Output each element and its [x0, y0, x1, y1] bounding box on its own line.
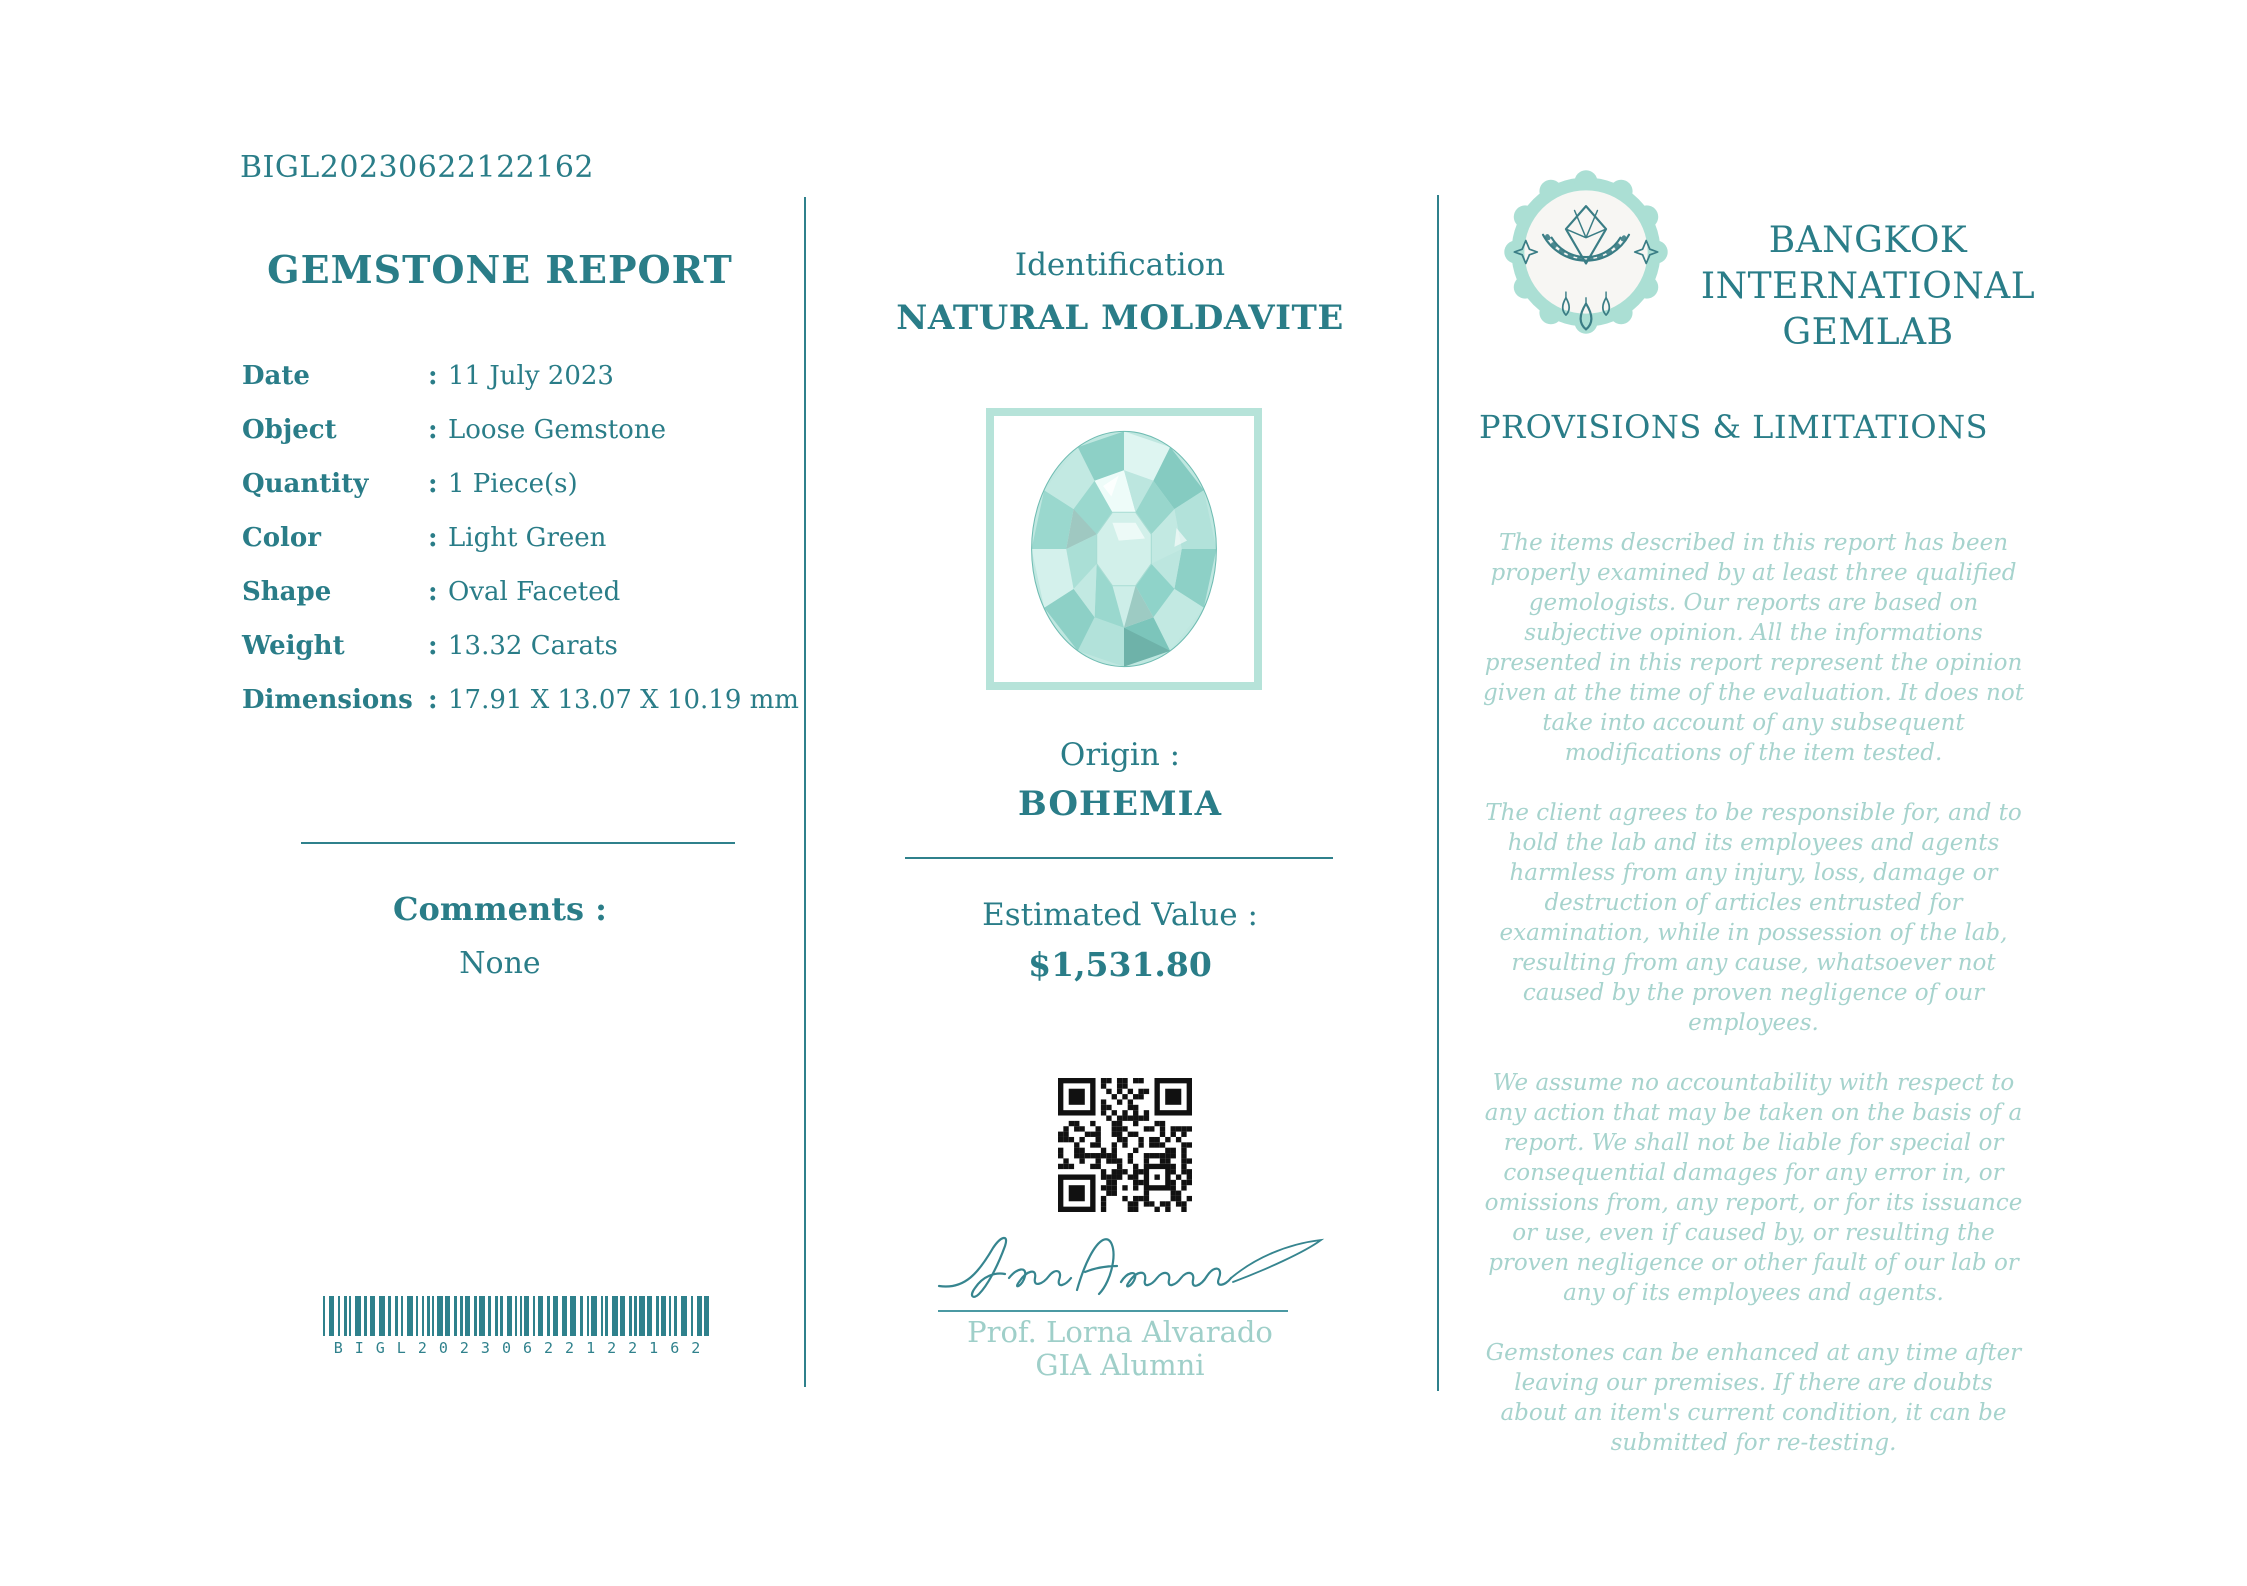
identification-column: [880, 0, 1360, 1586]
signatory-title: GIA Alumni: [1035, 1348, 1205, 1382]
origin-value-divider: [905, 857, 1333, 859]
origin-value: BOHEMIA: [1018, 784, 1222, 824]
barcode-image: [323, 1296, 713, 1338]
field-value: Oval Faceted: [448, 577, 621, 607]
comments-value: None: [459, 946, 541, 981]
barcode-text: BIGL20230622122162: [333, 1339, 713, 1357]
lab-logo: [1500, 166, 1672, 338]
origin-label: Origin :: [1059, 737, 1181, 773]
field-separator: :: [428, 469, 438, 499]
field-value: Loose Gemstone: [448, 415, 666, 445]
field-separator: :: [428, 361, 438, 391]
provisions-paragraph: We assume no accountability with respect to any action that may be taken on the basis of a report. We shall not be liable for special or consequential damages for any error in, or omissions from, any report, or for its issuance or use, even if caused by, or resulting the proven negligence or other fault of our lab or any of its employees and agents.: [1484, 1070, 2023, 1306]
field-label: Weight: [242, 631, 345, 661]
field-value: 17.91 X 13.07 X 10.19 mm: [448, 685, 799, 715]
gem-badge-icon: [1500, 166, 1672, 338]
field-value: 11 July 2023: [448, 361, 614, 391]
field-label: Quantity: [242, 469, 369, 499]
comments-label: Comments :: [393, 890, 607, 928]
field-separator: :: [428, 577, 438, 607]
comments-divider: [301, 842, 735, 844]
provisions-paragraph: Gemstones can be enhanced at any time after leaving our premises. If there are doubts about an item's current condition, it can be submitted for re-testing.: [1485, 1340, 2022, 1456]
report-number: BIGL20230622122162: [240, 150, 594, 185]
signature: [935, 1228, 1325, 1312]
report-fields: [242, 360, 799, 738]
field-separator: :: [428, 415, 438, 445]
qr-code: [1058, 1078, 1192, 1212]
gemstone-photo-frame: [986, 408, 1262, 690]
field-separator: :: [428, 685, 438, 715]
field-value: 1 Piece(s): [448, 469, 578, 499]
lab-name: BANGKOK INTERNATIONAL GEMLAB: [1700, 220, 2036, 353]
report-details-column: [240, 0, 799, 1586]
signature-underline: [938, 1310, 1288, 1312]
provisions-paragraph: The items described in this report has been properly examined by at least three qualified gemologists. Our reports are based on subjective opinion. All the informations presented in this report represent the opinion given at the time of the evaluation. It does not take into account of any subsequent modifications of the item tested.: [1483, 530, 2024, 766]
column-divider-left: [804, 197, 806, 1387]
barcode: [323, 1296, 713, 1338]
signature-image: [935, 1228, 1325, 1312]
signatory-name: Prof. Lorna Alvarado: [967, 1315, 1273, 1349]
qr-code-image: [1058, 1078, 1192, 1212]
field-label: Color: [242, 523, 321, 553]
field-separator: :: [428, 631, 438, 661]
lab-info-column: [1443, 0, 2143, 1586]
provisions-title: PROVISIONS & LIMITATIONS: [1479, 408, 1988, 446]
provisions-text: [1481, 528, 2026, 1488]
identification-value: NATURAL MOLDAVITE: [896, 298, 1344, 338]
field-row-dimensions: [242, 684, 799, 717]
field-value: Light Green: [448, 523, 607, 553]
field-row-color: [242, 522, 762, 555]
field-row-quantity: [242, 468, 762, 501]
column-divider-right: [1437, 195, 1439, 1391]
field-label: Dimensions: [242, 685, 413, 715]
field-separator: :: [428, 523, 438, 553]
gemstone-image: [1015, 423, 1233, 675]
field-row-date: [242, 360, 762, 393]
provisions-paragraph: The client agrees to be responsible for, and to hold the lab and its employees and agents harmless from any injury, loss, damage or destruction of articles entrusted for examination, while in possession of the lab, resulting from any cause, whatsoever not caused by the proven negligence of our employees.: [1485, 800, 2022, 1036]
report-title: GEMSTONE REPORT: [267, 247, 733, 292]
field-value: 13.32 Carats: [448, 631, 618, 661]
field-label: Shape: [242, 577, 332, 607]
identification-label: Identification: [1014, 247, 1226, 283]
estimated-value-label: Estimated Value :: [982, 897, 1258, 933]
estimated-value-amount: $1,531.80: [1028, 945, 1212, 984]
field-label: Date: [242, 361, 310, 391]
field-label: Object: [242, 415, 337, 445]
field-row-weight: [242, 630, 762, 663]
field-row-shape: [242, 576, 762, 609]
field-row-object: [242, 414, 762, 447]
